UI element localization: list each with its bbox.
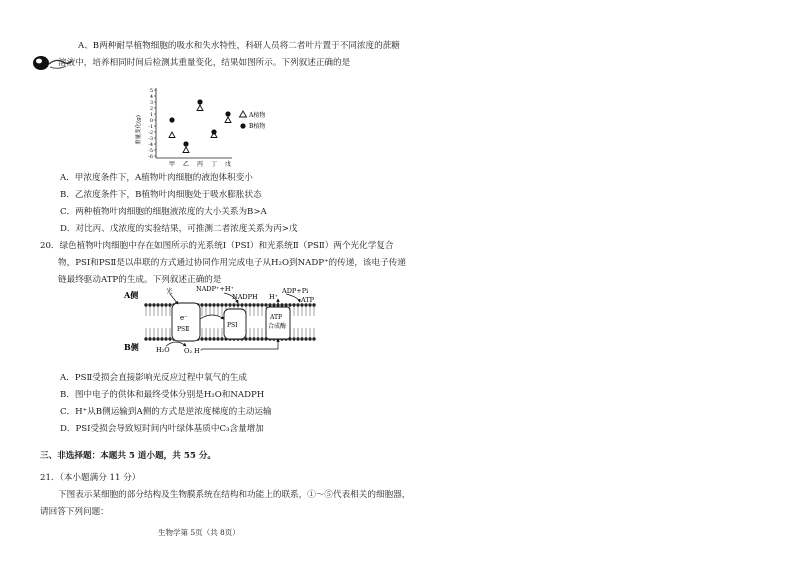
q20-option-c: C．H⁺从B侧运输到A侧的方式是逆浓度梯度的主动运输 [60, 407, 272, 417]
q19-stem-line1: A、B两种耐旱植物细胞的吸水和失水特性，科研人员将二者叶片置于不同浓度的蔗糖 [78, 41, 400, 51]
light-label: 光 [166, 287, 173, 295]
lipid-head [220, 337, 223, 340]
lipid-head [156, 337, 159, 340]
lipid-head [284, 303, 287, 306]
y-tick-label: 0 [149, 117, 153, 124]
lipid-head [160, 303, 163, 306]
a-plant-point [225, 117, 231, 123]
lipid-head [164, 337, 167, 340]
lipid-head [212, 303, 215, 306]
lipid-head [168, 303, 171, 306]
lipid-head [144, 303, 147, 306]
lipid-head [216, 303, 219, 306]
lipid-head [216, 337, 219, 340]
q19-option-b: B．乙浓度条件下，B植物叶肉细胞处于吸水膨胀状态 [60, 190, 262, 200]
lipid-head [272, 303, 275, 306]
lipid-head [256, 303, 259, 306]
lipid-head [268, 303, 271, 306]
x-category-label: 戊 [224, 161, 232, 168]
q19-option-a: A．甲浓度条件下，A植物叶肉细胞的液泡体积变小 [60, 173, 253, 183]
lipid-head [232, 303, 235, 306]
q19-option-c: C．两种植物叶肉细胞的细胞液浓度的大小关系为B>A [60, 207, 267, 217]
h2o-label: H₂O [156, 346, 170, 354]
lipid-head [148, 303, 151, 306]
lipid-head [220, 303, 223, 306]
light-arrow [170, 294, 178, 304]
lipid-head [296, 337, 299, 340]
lipid-head [224, 303, 227, 306]
psi-label: PSⅠ [227, 322, 238, 329]
q19-option-d: D．对比丙、戊浓度的实验结果，可推测二者浓度关系为丙>戊 [60, 224, 298, 234]
y-tick-label: 3 [149, 99, 153, 106]
lipid-head [208, 337, 211, 340]
q20-option-d: D．PSⅠ受损会导致短时间内叶绿体基质中C₃含量增加 [60, 424, 264, 434]
lipid-head [236, 303, 239, 306]
atp-synthase-line1: ATP [270, 314, 283, 321]
psii-label: PSⅡ [177, 326, 190, 333]
q20-stem-line3: 链最终驱动ATP的生成。下列叙述正确的是 [58, 275, 222, 285]
lipid-head [200, 337, 203, 340]
q20-stem-line1: 20．绿色植物叶肉细胞中存在如图所示的光系统Ⅰ（PSⅠ）和光系统Ⅱ（PSⅡ）两个光化学复合 [40, 241, 394, 251]
side-b-label: B侧 [124, 342, 139, 352]
y-tick-label: -2 [148, 129, 153, 136]
lipid-head [228, 303, 231, 306]
lipid-head [288, 303, 291, 306]
q19-stem-line2: 溶液中，培养相同时间后检测其重量变化，结果如图所示。下列叙述正确的是 [58, 58, 351, 68]
lipid-head [260, 337, 263, 340]
y-tick-label: -6 [148, 153, 153, 160]
lipid-head [248, 303, 251, 306]
lipid-head [256, 337, 259, 340]
y-tick-label: -5 [148, 147, 153, 154]
lipid-head [152, 337, 155, 340]
lipid-head [252, 337, 255, 340]
side-a-label: A侧 [124, 290, 139, 300]
b-plant-point [225, 111, 230, 116]
y-tick-label: 2 [149, 105, 153, 112]
x-category-label: 丙 [196, 161, 204, 168]
electron-path-arrow [200, 315, 224, 319]
lipid-head [204, 303, 207, 306]
atp-label: ATP [301, 296, 315, 304]
y-tick-label: -1 [148, 123, 153, 130]
psii-complex [172, 303, 200, 341]
atp-synthesis-arrow [286, 294, 300, 302]
q21-line1: 下图表示某细胞的部分结构及生物膜系统在结构和功能上的联系，①～⑤代表相关的细胞器， [58, 490, 411, 500]
lipid-head [296, 303, 299, 306]
h-plus-top-label: H⁺ [269, 293, 279, 301]
x-category-label: 丁 [210, 161, 218, 168]
lipid-head [292, 303, 295, 306]
a-plant-point [183, 147, 189, 153]
o2-hplus-label: O₂ H⁺ [184, 347, 204, 355]
y-tick-label: 4 [149, 93, 153, 100]
b-plant-point [183, 141, 188, 146]
electron-label: e⁻ [180, 314, 188, 322]
nadph-label: NADPH [232, 293, 258, 301]
a-plant-point [169, 132, 175, 138]
lipid-head [312, 337, 315, 340]
lipid-head [292, 337, 295, 340]
chart-ylabel: 重量变化(g) [136, 115, 142, 145]
x-category-label: 乙 [182, 161, 190, 168]
legend-label-b: B植物 [249, 123, 266, 130]
lipid-head [208, 303, 211, 306]
legend-dot-marker [240, 123, 245, 128]
a-plant-point [197, 105, 203, 111]
lipid-head [156, 303, 159, 306]
lipid-head [144, 337, 147, 340]
y-tick-label: -3 [148, 135, 153, 142]
x-category-label: 甲 [168, 161, 176, 168]
atp-synthase-line2: 合成酶 [268, 323, 287, 330]
lipid-head [200, 303, 203, 306]
lipid-head [300, 337, 303, 340]
lipid-head [252, 303, 255, 306]
b-plant-point [197, 99, 202, 104]
lipid-head [308, 337, 311, 340]
nadp-label: NADP⁺+H⁺ [196, 285, 234, 293]
legend-triangle-marker [240, 111, 247, 117]
q21-title: 21．（本小题满分 11 分） [40, 473, 141, 483]
section3-heading: 三、非选择题：本题共 5 道小题，共 55 分。 [40, 451, 217, 461]
q20-stem-line2: 物，PSⅠ和PSⅡ是以串联的方式通过协同作用完成电子从H₂O到NADP⁺的传递，该电子传递 [58, 258, 406, 268]
lipid-head [164, 303, 167, 306]
lipid-head [264, 303, 267, 306]
lipid-head [148, 337, 151, 340]
lipid-head [204, 337, 207, 340]
lipid-head [304, 337, 307, 340]
adp-label: ADP+Pi [282, 287, 309, 295]
y-tick-label: 1 [149, 111, 153, 118]
lipid-head [260, 303, 263, 306]
page-footer: 生物学第 5页（共 8页） [158, 528, 240, 537]
lipid-head [248, 337, 251, 340]
b-plant-point [169, 117, 174, 122]
q21-line2: 请回答下列问题： [40, 507, 109, 517]
lipid-head [152, 303, 155, 306]
q20-option-b: B．图中电子的供体和最终受体分别是H₂O和NADPH [60, 390, 265, 400]
legend-label-a: A植物 [249, 112, 266, 119]
b-plant-point [211, 129, 216, 134]
q20-option-a: A．PSⅡ受损会直接影响光反应过程中氧气的生成 [60, 373, 247, 383]
y-tick-label: 5 [149, 87, 153, 94]
lipid-head [168, 337, 171, 340]
y-tick-label: -4 [148, 141, 153, 148]
lipid-head [280, 303, 283, 306]
lipid-head [160, 337, 163, 340]
thylakoid-membrane-diagram [120, 283, 320, 361]
q19-scatter-chart [128, 84, 268, 170]
lipid-head [240, 303, 243, 306]
lipid-head [244, 303, 247, 306]
lipid-head [212, 337, 215, 340]
